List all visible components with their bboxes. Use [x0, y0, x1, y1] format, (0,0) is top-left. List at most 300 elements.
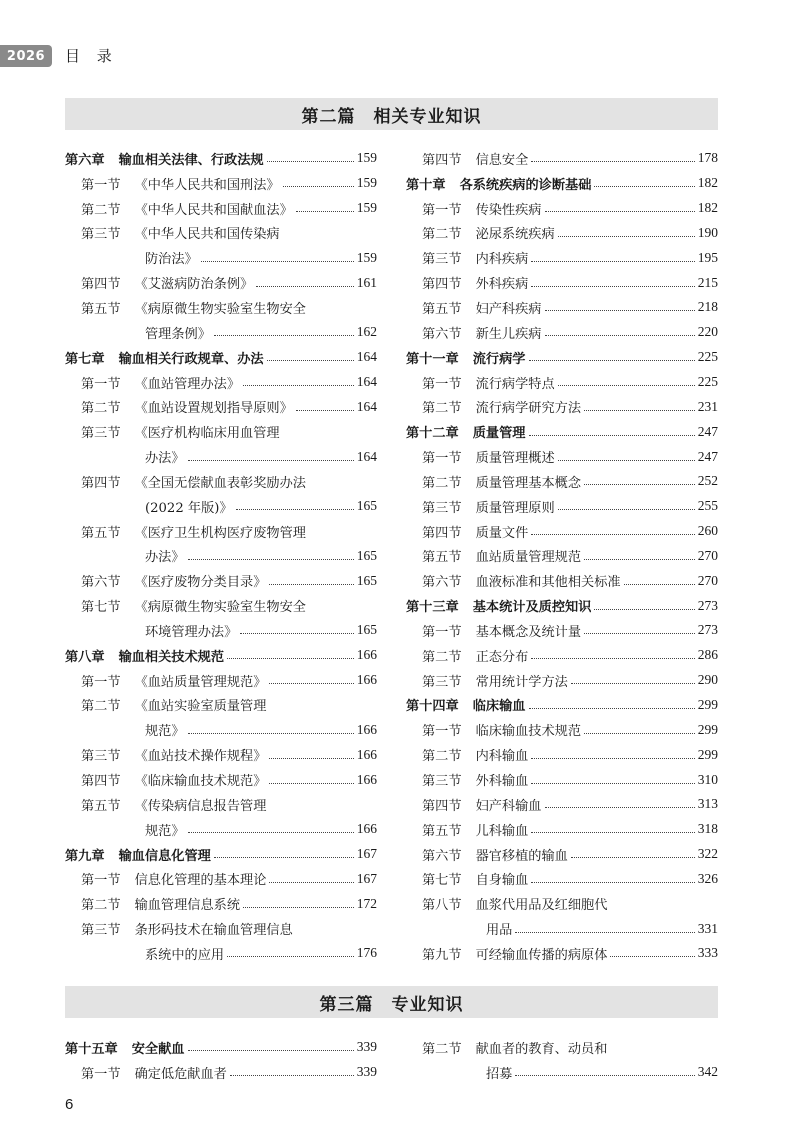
toc-section-entry: [406, 742, 718, 767]
dot-leader: [227, 657, 354, 659]
part-3-banner: [65, 986, 718, 1018]
toc-entry-title: 内科输血: [475, 749, 529, 765]
toc-cont-entry: [406, 1060, 718, 1085]
toc-entry-number: 第三节: [81, 923, 121, 939]
toc-entry-title: 临床输血技术规范: [475, 724, 582, 740]
toc-section-entry: [406, 469, 718, 494]
toc-section-entry: [65, 519, 377, 544]
toc-section-entry: [406, 494, 718, 519]
dot-leader: [594, 608, 694, 610]
toc-column-right-part3: [406, 1035, 718, 1085]
toc-entry-number: 第六章: [65, 152, 105, 168]
toc-entry-page: 166: [356, 771, 377, 787]
part-title: 专业知识: [391, 994, 464, 1015]
dot-leader: [214, 334, 354, 336]
toc-entry-number: 第五节: [422, 301, 462, 317]
toc-entry-number: 第九章: [65, 848, 105, 864]
toc-entry-page: 182: [697, 200, 718, 216]
toc-entry-number: 第八节: [422, 898, 462, 914]
toc-cont-entry: [65, 494, 377, 519]
toc-section-entry: [65, 668, 377, 693]
toc-entry-page: 164: [356, 398, 377, 414]
toc-entry-page: 318: [697, 821, 718, 837]
dot-leader: [201, 260, 354, 262]
toc-chapter-entry: [65, 842, 377, 867]
toc-entry-page: 322: [697, 846, 718, 862]
toc-entry-title: 新生儿疾病: [475, 326, 542, 342]
toc-entry-title: 《临床输血技术规范》: [134, 774, 267, 790]
toc-section-entry: [406, 221, 718, 246]
toc-entry-page: 342: [697, 1064, 718, 1080]
dot-leader: [283, 185, 354, 187]
toc-entry-number: 第六节: [422, 326, 462, 342]
toc-entry-number: 第一节: [81, 177, 121, 193]
toc-entry-page: 339: [356, 1064, 377, 1080]
dot-leader: [230, 1074, 354, 1076]
toc-entry-title: 儿科输血: [475, 823, 529, 839]
toc-entry-page: 166: [356, 821, 377, 837]
toc-entry-page: 252: [697, 473, 718, 489]
toc-entry-title: 质量管理概述: [475, 451, 555, 467]
toc-section-entry: [406, 668, 718, 693]
toc-section-entry: [406, 842, 718, 867]
toc-entry-page: 299: [697, 721, 718, 737]
toc-entry-page: 225: [697, 374, 718, 390]
toc-entry-page: 162: [356, 324, 377, 340]
toc-section-entry: [65, 1060, 377, 1085]
dot-leader: [267, 160, 354, 162]
toc-entry-number: 第六节: [422, 575, 462, 591]
toc-section-entry: [65, 419, 377, 444]
toc-section-entry: [65, 394, 377, 419]
toc-entry-number: 第一节: [422, 376, 462, 392]
dot-leader: [529, 707, 695, 709]
dot-leader: [558, 235, 695, 237]
toc-entry-page: 165: [356, 572, 377, 588]
dot-leader: [571, 856, 695, 858]
toc-entry-number: 第四节: [81, 774, 121, 790]
toc-chapter-entry: [406, 345, 718, 370]
toc-entry-title: 基本概念及统计量: [475, 624, 582, 640]
toc-entry-page: 165: [356, 498, 377, 514]
dot-leader: [296, 409, 354, 411]
toc-entry-page: 166: [356, 672, 377, 688]
toc-entry-title: 输血相关技术规范: [118, 649, 225, 665]
toc-entry-title: 《血站技术操作规程》: [134, 749, 267, 765]
dot-leader: [545, 334, 695, 336]
toc-entry-title: 流行病学研究方法: [475, 401, 582, 417]
toc-entry-title: 血浆代用品及红细胞代: [475, 898, 608, 914]
toc-entry-number: 第六节: [422, 848, 462, 864]
toc-entry-number: 第二节: [422, 401, 462, 417]
toc-entry-page: 339: [356, 1039, 377, 1055]
dot-leader: [610, 955, 694, 957]
toc-entry-number: 第四节: [422, 152, 462, 168]
toc-entry-number: 第二节: [81, 202, 121, 218]
dot-leader: [529, 359, 695, 361]
toc-section-entry: [406, 568, 718, 593]
toc-entry-page: 273: [697, 597, 718, 613]
dot-leader: [269, 881, 353, 883]
dot-leader: [296, 210, 354, 212]
toc-entry-title: 信息安全: [475, 152, 529, 168]
toc-section-entry: [406, 618, 718, 643]
part-2-banner: [65, 98, 718, 130]
toc-entry-title: 招募: [486, 1066, 513, 1082]
toc-section-entry: [65, 221, 377, 246]
toc-entry-number: 第一节: [422, 451, 462, 467]
toc-entry-title: 可经输血传播的病原体: [475, 947, 608, 963]
toc-entry-page: 326: [697, 870, 718, 886]
toc-entry-page: 166: [356, 721, 377, 737]
toc-column-right: [406, 146, 718, 966]
toc-section-entry: [65, 295, 377, 320]
toc-entry-title: 妇产科疾病: [475, 301, 542, 317]
dot-leader: [515, 1074, 694, 1076]
toc-entry-page: 172: [356, 895, 377, 911]
toc-entry-page: 159: [356, 200, 377, 216]
toc-entry-title: 流行病学特点: [475, 376, 555, 392]
toc-entry-title: 《血站质量管理规范》: [134, 674, 267, 690]
toc-entry-page: 176: [356, 945, 377, 961]
toc-entry-number: 第五节: [81, 301, 121, 317]
toc-entry-number: 第七章: [65, 351, 105, 367]
toc-entry-title: 防治法》: [145, 252, 198, 268]
toc-entry-page: 255: [697, 498, 718, 514]
toc-entry-title: 《血站设置规划指导原则》: [134, 401, 293, 417]
toc-entry-number: 第一节: [81, 873, 121, 889]
toc-entry-title: 常用统计学方法: [475, 674, 568, 690]
toc-entry-number: 第三节: [81, 749, 121, 765]
toc-entry-page: 166: [356, 647, 377, 663]
toc-entry-title: 用品: [486, 923, 513, 939]
toc-entry-title: 《中华人民共和国传染病: [134, 227, 280, 243]
toc-section-entry: [65, 568, 377, 593]
toc-chapter-entry: [65, 146, 377, 171]
dot-leader: [584, 409, 695, 411]
toc-entry-title: 泌尿系统疾病: [475, 227, 555, 243]
dot-leader: [545, 806, 695, 808]
toc-chapter-entry: [406, 419, 718, 444]
dot-leader: [584, 732, 695, 734]
toc-entry-number: 第九节: [422, 947, 462, 963]
toc-entry-page: 220: [697, 324, 718, 340]
toc-cont-entry: [65, 817, 377, 842]
toc-entry-title: 规范》: [145, 724, 185, 740]
toc-entry-number: 第七节: [81, 600, 121, 616]
page-number: 6: [65, 1096, 74, 1113]
toc-entry-page: 299: [697, 696, 718, 712]
toc-section-entry: [406, 196, 718, 221]
toc-entry-page: 195: [697, 249, 718, 265]
toc-entry-number: 第二节: [81, 699, 121, 715]
toc-entry-number: 第三节: [422, 500, 462, 516]
dot-leader: [515, 931, 694, 933]
part-label: 第三篇: [319, 994, 374, 1015]
toc-entry-title: 《血站管理办法》: [134, 376, 241, 392]
toc-section-entry: [406, 544, 718, 569]
toc-entry-page: 270: [697, 547, 718, 563]
toc-section-entry: [406, 444, 718, 469]
toc-entry-title: 外科输血: [475, 774, 529, 790]
toc-entry-number: 第四节: [81, 475, 121, 491]
toc-section-entry: [406, 320, 718, 345]
toc-entry-title: 输血相关行政规章、办法: [118, 351, 264, 367]
toc-section-entry: [65, 270, 377, 295]
toc-entry-number: 第十三章: [406, 600, 459, 616]
toc-entry-number: 第四节: [422, 277, 462, 293]
toc-entry-title: 各系统疾病的诊断基础: [459, 177, 592, 193]
toc-entry-number: 第二节: [422, 475, 462, 491]
toc-section-entry: [406, 270, 718, 295]
toc-entry-title: 《血站实验室质量管理: [134, 699, 267, 715]
toc-entry-number: 第四节: [422, 525, 462, 541]
toc-section-entry: [65, 370, 377, 395]
dot-leader: [188, 459, 354, 461]
toc-chapter-entry: [406, 693, 718, 718]
dot-leader: [269, 757, 353, 759]
toc-entry-number: 第一节: [81, 1066, 121, 1082]
toc-column-left: [65, 146, 377, 966]
toc-section-entry: [65, 767, 377, 792]
dot-leader: [531, 782, 694, 784]
toc-section-entry: [406, 245, 718, 270]
toc-section-entry: [65, 693, 377, 718]
toc-entry-title: 信息化管理的基本理论: [134, 873, 267, 889]
toc-section-entry: [406, 817, 718, 842]
dot-leader: [594, 185, 694, 187]
toc-entry-title: 质量管理: [472, 426, 526, 442]
toc-cont-entry: [65, 320, 377, 345]
toc-entry-page: 299: [697, 746, 718, 762]
toc-section-entry: [65, 196, 377, 221]
toc-entry-title: 《传染病信息报告管理: [134, 798, 267, 814]
toc-section-entry: [406, 295, 718, 320]
toc-chapter-entry: [65, 345, 377, 370]
dot-leader: [214, 856, 354, 858]
toc-entry-title: 妇产科输血: [475, 798, 542, 814]
toc-section-entry: [406, 643, 718, 668]
toc-entry-page: 313: [697, 796, 718, 812]
toc-entry-title: 传染性疾病: [475, 202, 542, 218]
toc-entry-page: 182: [697, 175, 718, 191]
year-tab: 2026: [0, 45, 52, 67]
dot-leader: [545, 309, 695, 311]
dot-leader: [227, 955, 354, 957]
dot-leader: [531, 881, 694, 883]
toc-entry-title: 输血信息化管理: [118, 848, 211, 864]
dot-leader: [188, 732, 354, 734]
toc-section-entry: [406, 394, 718, 419]
toc-entry-number: 第三节: [81, 227, 121, 243]
toc-entry-page: 310: [697, 771, 718, 787]
toc-entry-page: 218: [697, 299, 718, 315]
toc-chapter-entry: [406, 593, 718, 618]
toc-entry-number: 第三节: [422, 674, 462, 690]
toc-entry-page: 159: [356, 249, 377, 265]
toc-entry-page: 260: [697, 523, 718, 539]
toc-section-entry: [65, 916, 377, 941]
toc-entry-title: (2022 年版)》: [145, 500, 233, 516]
toc-section-entry: [65, 171, 377, 196]
toc-entry-page: 159: [356, 150, 377, 166]
toc-cont-entry: [65, 941, 377, 966]
toc-entry-title: 《医疗废物分类目录》: [134, 575, 267, 591]
toc-entry-number: 第五节: [81, 525, 121, 541]
toc-section-entry: [65, 792, 377, 817]
dot-leader: [531, 831, 694, 833]
toc-entry-title: 《病原微生物实验室生物安全: [134, 301, 306, 317]
toc-cont-entry: [65, 618, 377, 643]
dot-leader: [584, 632, 695, 634]
toc-entry-title: 血站质量管理规范: [475, 550, 582, 566]
toc-entry-number: 第七节: [422, 873, 462, 889]
toc-entry-title: 《中华人民共和国献血法》: [134, 202, 293, 218]
header-title: 目 录: [65, 47, 118, 65]
dot-leader: [531, 533, 694, 535]
toc-entry-title: 临床输血: [472, 699, 526, 715]
toc-section-entry: [65, 469, 377, 494]
toc-entry-page: 290: [697, 672, 718, 688]
toc-entry-page: 167: [356, 870, 377, 886]
dot-leader: [243, 906, 354, 908]
toc-entry-title: 管理条例》: [145, 326, 211, 342]
toc-entry-title: 质量文件: [475, 525, 529, 541]
toc-entry-number: 第五节: [422, 550, 462, 566]
toc-entry-number: 第十章: [406, 177, 446, 193]
toc-entry-title: 《病原微生物实验室生物安全: [134, 600, 306, 616]
dot-leader: [529, 434, 695, 436]
toc-entry-title: 《中华人民共和国刑法》: [134, 177, 280, 193]
toc-entry-page: 178: [697, 150, 718, 166]
toc-entry-page: 159: [356, 175, 377, 191]
toc-entry-title: 确定低危献血者: [134, 1066, 227, 1082]
toc-entry-number: 第十五章: [65, 1041, 118, 1057]
toc-section-entry: [406, 891, 718, 916]
dot-leader: [571, 682, 695, 684]
toc-entry-page: 164: [356, 349, 377, 365]
toc-section-entry: [406, 146, 718, 171]
part-title: 相关专业知识: [373, 106, 482, 127]
toc-entry-title: 条形码技术在输血管理信息: [134, 923, 293, 939]
toc-entry-title: 质量管理原则: [475, 500, 555, 516]
toc-section-entry: [406, 792, 718, 817]
toc-entry-number: 第三节: [422, 252, 462, 268]
toc-entry-number: 第五节: [422, 823, 462, 839]
dot-leader: [267, 359, 354, 361]
toc-entry-number: 第三节: [422, 774, 462, 790]
dot-leader: [558, 384, 695, 386]
toc-entry-number: 第五节: [81, 798, 121, 814]
toc-entry-number: 第十二章: [406, 426, 459, 442]
toc-entry-page: 225: [697, 349, 718, 365]
toc-section-entry: [65, 891, 377, 916]
toc-entry-number: 第一节: [422, 202, 462, 218]
toc-entry-title: 输血管理信息系统: [134, 898, 241, 914]
toc-chapter-entry: [65, 1035, 377, 1060]
toc-entry-number: 第一节: [81, 376, 121, 392]
toc-entry-title: 血液标准和其他相关标准: [475, 575, 621, 591]
dot-leader: [531, 757, 694, 759]
dot-leader: [531, 657, 694, 659]
toc-chapter-entry: [406, 171, 718, 196]
toc-entry-title: 《全国无偿献血表彰奖励办法: [134, 475, 306, 491]
toc-cont-entry: [65, 444, 377, 469]
toc-entry-title: 系统中的应用: [145, 947, 225, 963]
toc-entry-page: 270: [697, 572, 718, 588]
toc-entry-title: 环境管理办法》: [145, 624, 238, 640]
dot-leader: [269, 583, 353, 585]
toc-entry-page: 164: [356, 374, 377, 390]
toc-entry-page: 165: [356, 622, 377, 638]
part-label: 第二篇: [301, 106, 356, 127]
toc-entry-page: 161: [356, 274, 377, 290]
dot-leader: [188, 831, 354, 833]
toc-entry-page: 165: [356, 547, 377, 563]
toc-entry-page: 331: [697, 920, 718, 936]
toc-entry-page: 166: [356, 746, 377, 762]
toc-section-entry: [406, 519, 718, 544]
toc-cont-entry: [65, 544, 377, 569]
toc-section-entry: [406, 866, 718, 891]
dot-leader: [236, 508, 354, 510]
toc-entry-number: 第十一章: [406, 351, 459, 367]
toc-column-left-part3: [65, 1035, 377, 1085]
dot-leader: [256, 285, 354, 287]
toc-entry-title: 质量管理基本概念: [475, 475, 582, 491]
toc-entry-number: 第二节: [81, 898, 121, 914]
toc-entry-page: 167: [356, 846, 377, 862]
toc-section-entry: [406, 717, 718, 742]
toc-cont-entry: [406, 916, 718, 941]
dot-leader: [188, 558, 354, 560]
toc-entry-number: 第一节: [422, 724, 462, 740]
toc-entry-title: 办法》: [145, 550, 185, 566]
toc-entry-title: 《医疗机构临床用血管理: [134, 426, 280, 442]
toc-entry-number: 第八章: [65, 649, 105, 665]
toc-entry-title: 办法》: [145, 451, 185, 467]
toc-entry-number: 第十四章: [406, 699, 459, 715]
toc-entry-title: 基本统计及质控知识: [472, 600, 592, 616]
dot-leader: [584, 483, 695, 485]
toc-entry-number: 第二节: [422, 227, 462, 243]
toc-entry-page: 164: [356, 448, 377, 464]
toc-section-entry: [65, 742, 377, 767]
toc-chapter-entry: [65, 643, 377, 668]
toc-entry-page: 247: [697, 448, 718, 464]
toc-entry-number: 第二节: [422, 1041, 462, 1057]
toc-entry-title: 自身输血: [475, 873, 529, 889]
dot-leader: [240, 632, 353, 634]
toc-entry-number: 第一节: [422, 624, 462, 640]
toc-entry-page: 286: [697, 647, 718, 663]
toc-entry-page: 215: [697, 274, 718, 290]
dot-leader: [269, 782, 353, 784]
dot-leader: [243, 384, 354, 386]
dot-leader: [545, 210, 695, 212]
toc-entry-number: 第四节: [81, 277, 121, 293]
toc-section-entry: [406, 767, 718, 792]
toc-entry-number: 第二节: [81, 401, 121, 417]
toc-entry-title: 规范》: [145, 823, 185, 839]
dot-leader: [188, 1049, 354, 1051]
toc-entry-title: 内科疾病: [475, 252, 529, 268]
dot-leader: [624, 583, 695, 585]
toc-entry-number: 第六节: [81, 575, 121, 591]
dot-leader: [531, 160, 694, 162]
toc-entry-page: 247: [697, 423, 718, 439]
toc-entry-title: 器官移植的输血: [475, 848, 568, 864]
